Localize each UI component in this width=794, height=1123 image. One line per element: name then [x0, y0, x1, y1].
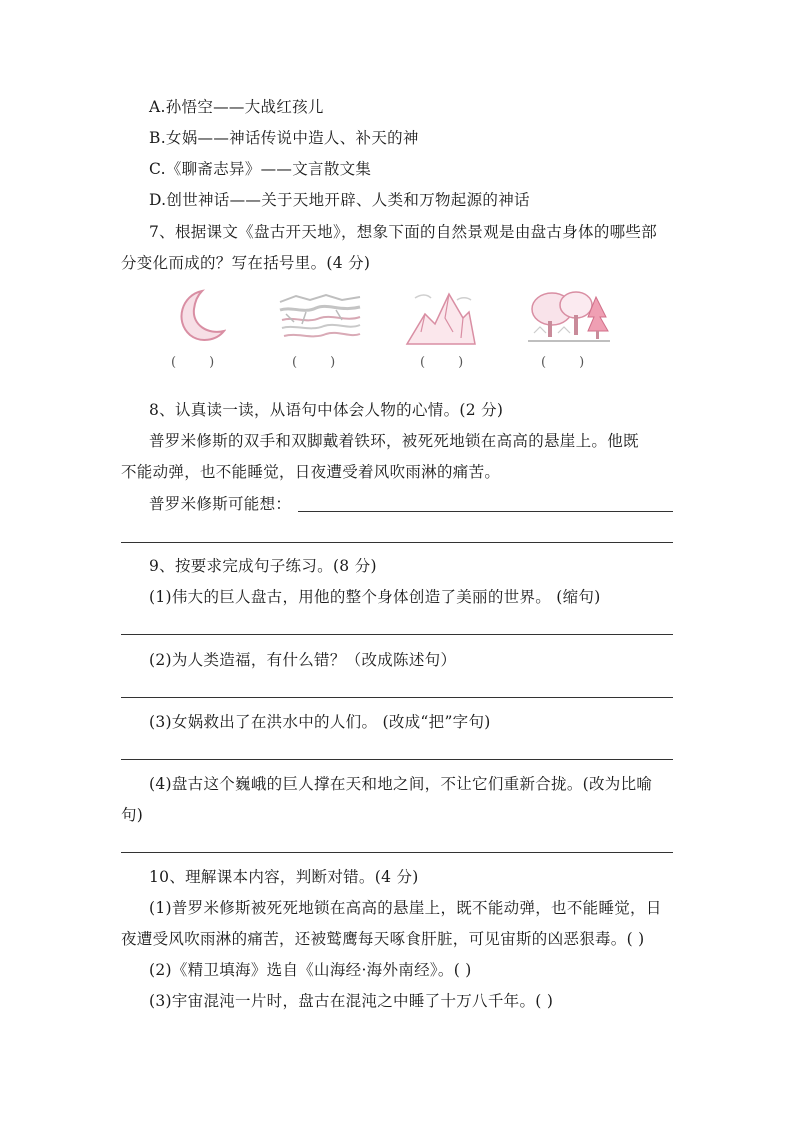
q10-item-1-line1: (1)普罗米修斯被死死地锁在高高的悬崖上，既不能动弹，也不能睡觉，日 — [149, 899, 662, 917]
q9-answer-line-3[interactable] — [121, 759, 673, 760]
q10-item-3: (3)宇宙混沌一片时，盘古在混沌之中睡了十万八千年。( ) — [149, 992, 554, 1010]
q9-item-4-line1: (4)盘古这个巍峨的巨人撑在天和地之间，不让它们重新合拢。(改为比喻 — [149, 775, 653, 793]
river-icon — [276, 290, 364, 348]
q7-blank-2[interactable]: ( ) — [292, 355, 336, 370]
q10-title: 10、理解课本内容，判断对错。(4 分) — [149, 868, 419, 886]
q9-item-4-line2: 句) — [121, 806, 144, 824]
q7-blank-1[interactable]: ( ) — [171, 355, 215, 370]
q6-option-c: C.《聊斋志异》——文言散文集 — [149, 160, 372, 178]
q8-passage-line1: 普罗米修斯的双手和双脚戴着铁环，被死死地锁在高高的悬崖上。他既 — [149, 432, 639, 450]
q10-item-2: (2)《精卫填海》选自《山海经·海外南经》。( ) — [149, 961, 472, 979]
q9-item-2: (2)为人类造福，有什么错？（改成陈述句） — [149, 651, 457, 669]
q8-answer-line-1[interactable] — [298, 511, 673, 512]
q6-option-a: A.孙悟空——大战红孩儿 — [149, 98, 324, 116]
moon-icon — [168, 287, 226, 347]
q8-answer-line-2[interactable] — [121, 542, 673, 543]
q9-item-1: (1)伟大的巨人盘古，用他的整个身体创造了美丽的世界。 (缩句) — [149, 588, 601, 606]
q9-answer-line-4[interactable] — [121, 852, 673, 853]
trees-icon — [526, 287, 612, 347]
q6-option-d: D.创世神话——关于天地开辟、人类和万物起源的神话 — [149, 191, 530, 209]
q7-line1: 7、根据课文《盘古开天地》，想象下面的自然景观是由盘古身体的哪些部 — [149, 223, 658, 241]
mountain-icon — [405, 288, 477, 348]
q7-blank-3[interactable]: ( ) — [420, 355, 464, 370]
q7-blank-4[interactable]: ( ) — [541, 355, 585, 370]
q8-title: 8、认真读一读，从语句中体会人物的心情。(2 分) — [149, 401, 504, 419]
q9-item-3: (3)女娲救出了在洪水中的人们。 (改成“把”字句) — [149, 713, 491, 731]
q9-answer-line-1[interactable] — [121, 634, 673, 635]
q10-item-1-line2: 夜遭受风吹雨淋的痛苦，还被鹫鹰每天啄食肝脏，可见宙斯的凶恶狠毒。( ) — [121, 930, 645, 948]
q9-answer-line-2[interactable] — [121, 697, 673, 698]
q8-prompt: 普罗米修斯可能想： — [149, 495, 292, 513]
q7-line2: 分变化而成的？写在括号里。(4 分) — [121, 254, 371, 272]
q6-option-b: B.女娲——神话传说中造人、补天的神 — [149, 129, 419, 147]
q8-passage-line2: 不能动弹，也不能睡觉，日夜遭受着风吹雨淋的痛苦。 — [121, 463, 501, 481]
q9-title: 9、按要求完成句子练习。(8 分) — [149, 557, 377, 575]
